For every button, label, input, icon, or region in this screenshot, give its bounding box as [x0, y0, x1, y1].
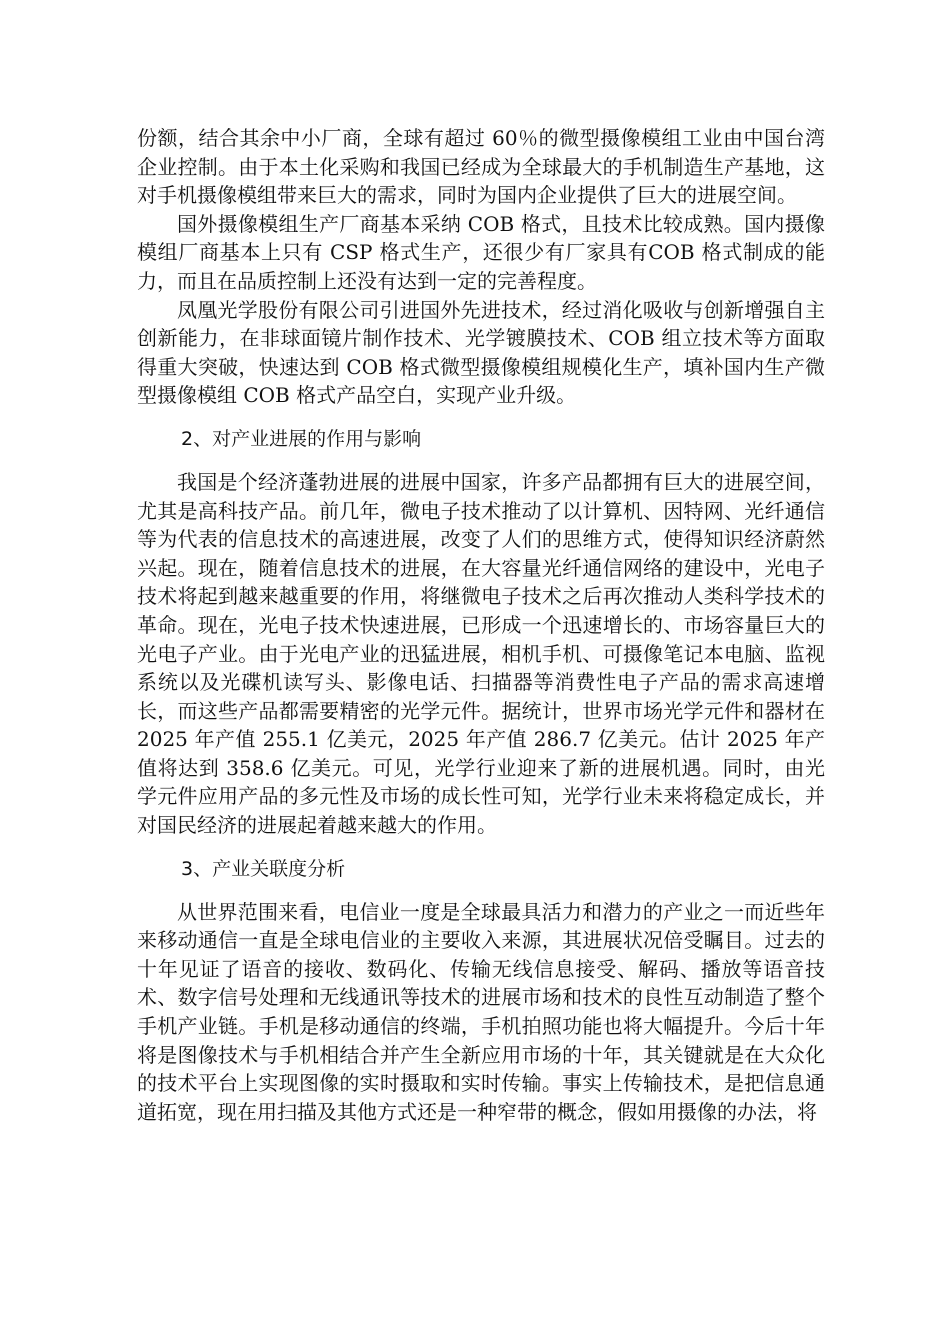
paragraph-industry-correlation: 从世界范围来看，电信业一度是全球最具活力和潜力的产业之一而近些年来移动通信一直是全球电信业的主要收入来源，其进展状况倍受瞩目。过去的十年见证了语音的接收、数码化、传输无线信息接受、解码、播放等语音技术、数字信号处理和无线通讯等技术的进展市场和技术的良性互动制造了整个手机产业链。手机是移动通信的终端，手机拍照功能也将大幅提升。今后十年将是图像技术与手机相结合并产生全新应用市场的十年，其关键就是在大众化的技术平台上实现图像的实时摄取和实时传输。事实上传输技术，是把信息通道拓宽，现在用扫描及其他方式还是一种窄带的概念，假如用摄像的办法，将	[137, 899, 825, 1124]
document-body	[137, 124, 825, 1126]
paragraph-market-share: 份额，结合其余中小厂商，全球有超过 60％的微型摄像模组工业由中国台湾企业控制。由于本土化采购和我国已经成为全球最大的手机制造生产基地，这对手机摄像模组带来巨大的需求，同时为国内企业提供了巨大的进展空间。	[137, 126, 825, 208]
paragraph-cob-format: 国外摄像模组生产厂商基本采纳 COB 格式，且技术比较成熟。国内摄像模组厂商基本上只有 CSP 格式生产，还很少有厂家具有COB 格式制成的能力，而且在品质控制上还没有达到一定的完善程度。	[137, 211, 825, 293]
section-heading-industry-correlation: 3、产业关联度分析	[181, 857, 346, 880]
paragraph-phoenix-optics: 凤凰光学股份有限公司引进国外先进技术，经过消化吸收与创新增强自主创新能力，在非球面镜片制作技术、光学镀膜技术、COB 组立技术等方面取得重大突破，快速达到 COB 格式微型摄像模组规模化生产，填补国内生产微型摄像模组 COB 格式产品空白，实现产业升级。	[137, 297, 825, 408]
spacer	[137, 453, 825, 468]
spacer	[137, 410, 825, 425]
paragraph-industry-impact: 我国是个经济蓬勃进展的进展中国家，许多产品都拥有巨大的进展空间，尤其是高科技产品。前几年，微电子技术推动了以计算机、因特网、光纤通信等为代表的信息技术的高速进展，改变了人们的思维方式，使得知识经济蔚然兴起。现在，随着信息技术的进展，在大容量光纤通信网络的建设中，光电子技术将起到越来越重要的作用，将继微电子技术之后再次推动人类科学技术的革命。现在，光电子技术快速进展，已形成一个迅速增长的、市场容量巨大的光电子产业。由于光电产业的迅猛进展，相机手机、可摄像笔记本电脑、监视系统以及光碟机读写头、影像电话、扫描器等消费性电子产品的需求高速增长，而这些产品都需要精密的光学元件。据统计，世界市场光学元件和器材在 2025 年产值 255.1 亿美元，2025 年产值 286.7 亿美元。估计 2025 年产值将达到 358.6 亿美元。可见，光学行业迎来了新的进展机遇。同时，由光学元件应用产品的多元性及市场的成长性可知，光学行业未来将稳定成长，并对国民经济的进展起着越来越大的作用。	[137, 469, 825, 838]
spacer	[137, 840, 825, 855]
spacer	[137, 883, 825, 898]
section-heading-industry-impact: 2、对产业进展的作用与影响	[181, 427, 422, 450]
